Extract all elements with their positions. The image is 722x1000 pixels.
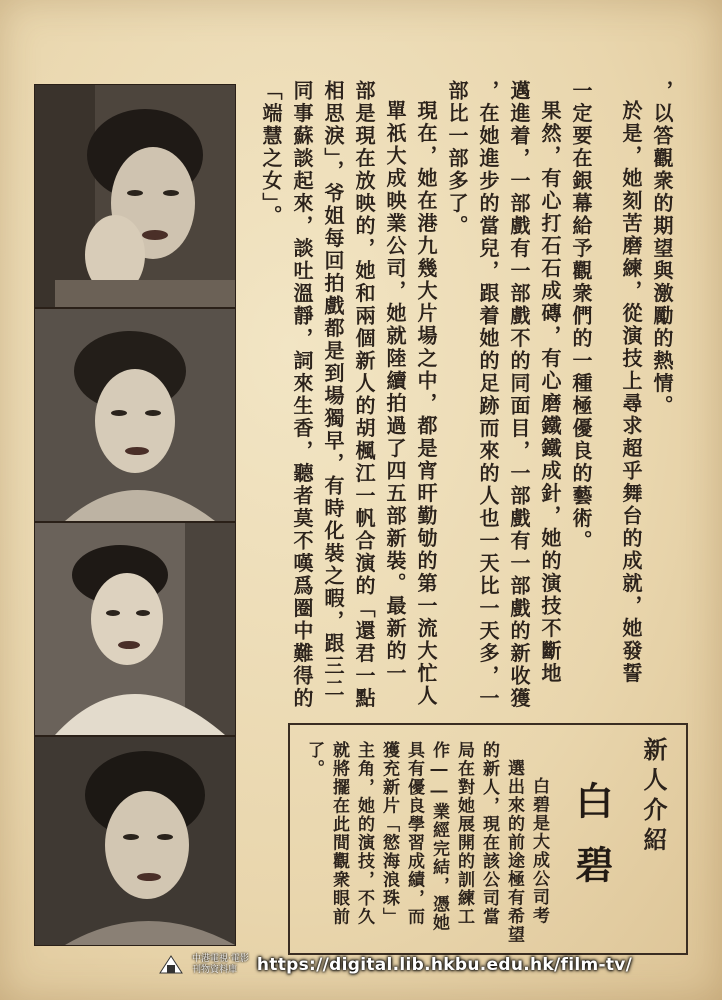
- intro-column-4: 局在對她展開的訓練工: [454, 741, 474, 926]
- article-column-3: 一定要在銀幕給予觀衆們的一種極優良的藝術。: [569, 80, 593, 553]
- portrait-photo-4: [34, 736, 236, 946]
- archive-logo-icon: [158, 953, 184, 977]
- archive-org-line-1: 中港電視·電影: [192, 954, 249, 964]
- article-column-7: 部比一部多了。: [445, 80, 469, 238]
- intro-column-2: 選出來的前途極有希望: [504, 759, 524, 944]
- article-column-12: 同事蘇談起來，談吐溫靜，詞來生香，聽者莫不嘆爲圈中難得的: [290, 80, 314, 710]
- intro-column-5: 作――業經完結，憑她: [429, 741, 449, 932]
- article-column-1: ，以答觀衆的期望與激勵的熱情。: [650, 80, 674, 418]
- portrait-photo-2: [34, 308, 236, 522]
- intro-column-7: 獲充新片「慾海浪珠」: [379, 741, 399, 926]
- article-column-2: 於是，她刻苦磨練，從演技上尋求超乎舞台的成就，她發誓: [619, 100, 643, 685]
- archive-org-line-2: 刊物資料庫: [192, 965, 238, 975]
- intro-column-1: 白碧是大成公司考: [529, 777, 549, 925]
- article-column-10: 部是現在放映的，她和兩個新人的胡楓江一帆合演的「還君一點: [352, 80, 376, 710]
- article-column-13: 「端慧之女」。: [259, 80, 283, 228]
- article-column-9: 單祇大成映業公司，她就陸續拍過了四五部新裝。最新的一: [383, 100, 407, 685]
- archive-watermark: [158, 950, 632, 980]
- archive-url-link[interactable]: https://digital.lib.hkbu.edu.hk/film-tv/: [256, 955, 633, 975]
- article-column-4: 果然，有心打石石成磚，有心磨鐵鐵成針，她的演技不斷地: [538, 100, 562, 685]
- article-column-8: 現在，她在港九幾大片場之中，都是宵旰勤劬的第一流大忙人: [414, 100, 438, 708]
- photo-strip: [34, 84, 234, 944]
- intro-column-9: 就將擺在此間觀衆眼前: [329, 741, 349, 926]
- portrait-photo-3: [34, 522, 236, 736]
- article-column-11: 相思淚」，爷姐每回拍戲都是到場獨早，有時化裝之暇，跟三二: [321, 80, 345, 700]
- article-column-5: 邁進着，一部戲有一部戲不的同面目，一部戲有一部戲的新收獲: [507, 80, 531, 710]
- intro-column-6: 具有優良學習成績，而: [404, 741, 424, 926]
- portrait-photo-1: [34, 84, 236, 308]
- intro-column-10: 了。: [304, 741, 324, 778]
- archive-org-name: [192, 954, 249, 976]
- intro-column-3: 的新人，現在該公司當: [479, 741, 499, 926]
- new-talent-box: [288, 723, 688, 955]
- intro-name: 白碧: [569, 781, 614, 909]
- intro-column-8: 主角，她的演技，不久: [354, 741, 374, 926]
- article-column-6: ，在她進步的當兒，跟着她的足跡而來的人也一天比一天多，一: [476, 80, 500, 710]
- intro-heading: 新人介紹: [639, 737, 668, 857]
